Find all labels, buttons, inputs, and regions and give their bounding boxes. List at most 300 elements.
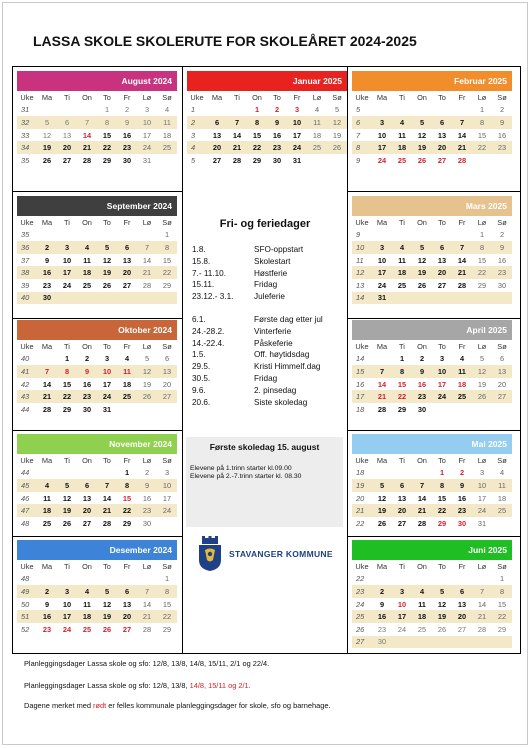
week-row (352, 479, 512, 492)
weekday-label: Lø (477, 92, 487, 102)
holiday-row (186, 338, 344, 350)
day-cell: 25 (42, 518, 52, 528)
day-cell: 26 (42, 155, 52, 165)
day-cell: 29 (437, 518, 447, 528)
week-row (17, 292, 177, 305)
day-cell: 16 (497, 130, 507, 140)
day-cell: 6 (164, 354, 170, 364)
day-cell: 20 (162, 379, 172, 389)
day-cell: 11 (123, 366, 131, 376)
holiday-date: 1.8. (192, 245, 206, 254)
day-cell: 25 (417, 624, 427, 634)
holiday-label: Skolestart (254, 256, 291, 266)
weekday-label: To (103, 92, 111, 102)
day-cell: 17 (377, 268, 387, 278)
weekday-label: Sø (162, 455, 172, 465)
weekday-label: On (82, 455, 92, 465)
day-cell: 15 (397, 379, 407, 389)
day-cell: 7 (379, 366, 385, 376)
week-row (352, 492, 512, 505)
day-cell: 12 (477, 366, 487, 376)
weekday-label: Sø (162, 92, 172, 102)
day-cell: 28 (417, 518, 427, 528)
day-cell: 6 (439, 117, 445, 127)
day-cell: 3 (379, 242, 385, 252)
weekday-header-row (17, 340, 177, 353)
weekday-label: Sø (332, 92, 342, 102)
day-cell: 5 (479, 354, 485, 364)
weekday-label: On (417, 92, 427, 102)
day-cell: 1 (399, 354, 405, 364)
day-cell: 1 (254, 105, 260, 115)
week-number: 12 (356, 268, 365, 278)
day-cell: 1 (124, 468, 130, 478)
day-cell: 3 (64, 586, 70, 596)
day-cell: 2 (379, 586, 385, 596)
day-cell: 3 (104, 354, 110, 364)
day-cell: 2 (44, 242, 50, 252)
day-cell: 27 (212, 155, 222, 165)
day-cell: 4 (164, 105, 170, 115)
day-cell: 13 (82, 493, 92, 503)
holiday-date: 14.-22.4. (192, 338, 225, 348)
weekday-header-row (17, 91, 177, 104)
week-number: 38 (21, 268, 30, 278)
day-cell: 2 (144, 468, 150, 478)
week-row (352, 353, 512, 366)
week-row (17, 585, 177, 598)
day-cell: 11 (313, 117, 321, 127)
week-row (352, 623, 512, 636)
month-header: April 2025 (352, 320, 512, 340)
holiday-date: 1.5. (192, 350, 206, 360)
week-number: 9 (356, 155, 361, 165)
day-cell: 14 (142, 599, 152, 609)
day-cell: 29 (162, 624, 172, 634)
holiday-label: Fridag (254, 280, 278, 290)
week-number: 24 (356, 599, 365, 609)
day-cell: 29 (102, 155, 112, 165)
day-cell: 10 (162, 480, 172, 490)
day-cell: 8 (64, 366, 70, 376)
day-cell: 31 (377, 293, 387, 303)
holiday-row (186, 279, 344, 291)
day-cell: 5 (379, 480, 385, 490)
day-cell: 13 (457, 599, 467, 609)
day-cell: 29 (122, 518, 132, 528)
day-cell: 9 (44, 599, 50, 609)
week-row (352, 610, 512, 623)
day-cell: 10 (477, 480, 487, 490)
week-number: 4 (191, 143, 196, 153)
day-cell: 19 (42, 143, 52, 153)
week-number: 52 (21, 624, 30, 634)
weekday-label: Sø (162, 217, 172, 227)
day-cell: 5 (44, 117, 50, 127)
day-cell: 15 (162, 599, 172, 609)
month-header: Desember 2024 (17, 540, 177, 560)
day-cell: 28 (142, 624, 152, 634)
weekday-header-row (187, 91, 347, 104)
day-cell: 27 (122, 280, 132, 290)
week-number: 43 (21, 392, 30, 402)
first-day-box (186, 437, 343, 527)
day-cell: 21 (417, 506, 427, 516)
day-cell: 2 (124, 105, 130, 115)
week-number: 18 (356, 404, 365, 414)
week-row (352, 266, 512, 279)
day-cell: 7 (104, 480, 110, 490)
day-cell: 5 (419, 117, 425, 127)
weekday-label: Ti (399, 92, 405, 102)
weekday-label: To (273, 92, 281, 102)
day-cell: 25 (397, 155, 407, 165)
first-day-line: Elevene på 2.-7.trinn starter kl. 08.30 (190, 473, 302, 480)
day-cell: 11 (83, 255, 91, 265)
holiday-row (186, 291, 344, 303)
weekday-label: Lø (142, 561, 152, 571)
day-cell: 13 (212, 130, 222, 140)
weekday-label: To (438, 561, 446, 571)
day-cell: 30 (377, 637, 387, 647)
day-cell: 14 (477, 599, 487, 609)
day-cell: 4 (84, 242, 90, 252)
day-cell: 24 (377, 280, 387, 290)
week-number: 6 (356, 117, 361, 127)
day-cell: 16 (497, 255, 507, 265)
week-row (352, 116, 512, 129)
holiday-date: 15.11. (192, 280, 215, 290)
week-number: 7 (356, 130, 361, 140)
day-cell: 10 (292, 117, 302, 127)
day-cell: 5 (144, 354, 150, 364)
day-cell: 30 (122, 155, 132, 165)
week-number: 13 (356, 280, 365, 290)
day-cell: 31 (477, 518, 487, 528)
day-cell: 14 (377, 379, 387, 389)
day-cell: 18 (397, 143, 407, 153)
day-cell: 15 (497, 599, 507, 609)
week-number: 2 (191, 117, 196, 127)
day-cell: 28 (82, 155, 92, 165)
day-cell: 21 (82, 143, 92, 153)
day-cell: 26 (102, 624, 112, 634)
day-cell: 7 (234, 117, 240, 127)
day-cell: 1 (164, 574, 170, 584)
week-row (17, 254, 177, 267)
weekday-label: Fr (123, 92, 131, 102)
week-number: 40 (21, 293, 30, 303)
day-cell: 25 (397, 280, 407, 290)
weekday-label: Ma (41, 455, 53, 465)
day-cell: 24 (102, 392, 112, 402)
day-cell: 7 (459, 242, 465, 252)
day-cell: 24 (437, 392, 447, 402)
day-cell: 17 (477, 493, 487, 503)
day-cell: 11 (163, 117, 171, 127)
logo-text: STAVANGER KOMMUNE (229, 549, 333, 559)
day-cell: 13 (122, 255, 132, 265)
day-cell: 2 (459, 468, 465, 478)
day-cell: 21 (457, 268, 467, 278)
holiday-row (186, 385, 344, 397)
day-cell: 1 (499, 574, 505, 584)
week-number: 45 (21, 480, 30, 490)
day-cell: 6 (124, 586, 130, 596)
day-cell: 6 (439, 242, 445, 252)
week-number: 5 (356, 105, 361, 115)
weekday-label: To (103, 217, 111, 227)
day-cell: 18 (162, 130, 172, 140)
week-number: 49 (21, 586, 30, 596)
day-cell: 7 (479, 586, 485, 596)
day-cell: 9 (459, 480, 465, 490)
first-day-line: Elevene på 1.trinn starter kl.09.00 (190, 465, 292, 472)
weekday-label: Uke (355, 561, 369, 571)
day-cell: 24 (162, 506, 172, 516)
day-cell: 28 (477, 624, 487, 634)
week-row (352, 141, 512, 154)
day-cell: 10 (437, 366, 447, 376)
day-cell: 22 (122, 506, 132, 516)
week-number: 26 (356, 624, 365, 634)
week-row (352, 104, 512, 117)
day-cell: 27 (397, 518, 407, 528)
weekday-label: On (82, 341, 92, 351)
week-number: 33 (21, 130, 30, 140)
day-cell: 18 (397, 268, 407, 278)
week-row (17, 365, 177, 378)
day-cell: 9 (124, 117, 130, 127)
day-cell: 12 (62, 493, 72, 503)
grid-divider (12, 536, 182, 537)
week-row (17, 129, 177, 142)
weekday-label: Lø (477, 561, 487, 571)
weekday-label: Ma (211, 92, 223, 102)
holiday-label: Off. høytidsdag (254, 350, 310, 360)
day-cell: 3 (399, 586, 405, 596)
week-row (17, 479, 177, 492)
day-cell: 11 (398, 130, 406, 140)
day-cell: 3 (379, 117, 385, 127)
week-number: 37 (21, 255, 30, 265)
day-cell: 24 (142, 143, 152, 153)
weekday-label: Ma (41, 217, 53, 227)
week-row (352, 241, 512, 254)
weekday-label: Fr (123, 217, 131, 227)
day-cell: 10 (377, 255, 387, 265)
holiday-label: Påskeferie (254, 338, 293, 348)
weekday-label: Ti (64, 455, 70, 465)
week-number: 48 (21, 574, 30, 584)
holiday-row (186, 244, 344, 256)
day-cell: 24 (477, 506, 487, 516)
weekday-label: Sø (497, 92, 507, 102)
week-row (17, 154, 177, 167)
holiday-row (186, 326, 344, 338)
weekday-label: Ma (376, 92, 388, 102)
day-cell: 23 (142, 506, 152, 516)
holiday-label: Kristi Himmelf.dag (254, 362, 321, 372)
day-cell: 28 (42, 404, 52, 414)
week-row (17, 141, 177, 154)
day-cell: 13 (62, 130, 72, 140)
grid-divider (347, 318, 521, 319)
holiday-row (186, 349, 344, 361)
day-cell: 22 (252, 143, 262, 153)
day-cell: 28 (457, 280, 467, 290)
week-number: 19 (356, 480, 365, 490)
holiday-label: Høstferie (254, 268, 288, 278)
day-cell: 1 (479, 230, 485, 240)
day-cell: 4 (44, 480, 50, 490)
week-row (352, 598, 512, 611)
week-row (17, 229, 177, 242)
grid-divider (12, 430, 182, 431)
day-cell: 25 (457, 392, 467, 402)
footer-line-3-red: rødt (93, 701, 107, 710)
weekday-label: To (438, 217, 446, 227)
month-block (352, 196, 512, 304)
weekday-label: Ti (64, 92, 70, 102)
week-number: 15 (356, 366, 365, 376)
day-cell: 12 (332, 117, 342, 127)
weekday-label: Sø (162, 341, 172, 351)
day-cell: 21 (42, 392, 52, 402)
week-number: 44 (21, 404, 30, 414)
day-cell: 25 (82, 280, 92, 290)
week-number: 36 (21, 242, 30, 252)
day-cell: 19 (477, 379, 487, 389)
day-cell: 23 (82, 392, 92, 402)
day-cell: 8 (254, 117, 260, 127)
day-cell: 22 (477, 143, 487, 153)
day-cell: 20 (62, 143, 72, 153)
week-number: 35 (21, 155, 30, 165)
day-cell: 30 (457, 518, 467, 528)
week-number: 22 (356, 574, 365, 584)
day-cell: 6 (84, 480, 90, 490)
weekday-label: Uke (355, 341, 369, 351)
weekday-label: Ti (399, 217, 405, 227)
day-cell: 27 (457, 624, 467, 634)
holiday-label: Vinterferie (254, 326, 292, 336)
holiday-row (186, 373, 344, 385)
day-cell: 21 (377, 392, 387, 402)
day-cell: 5 (104, 242, 110, 252)
week-number: 40 (21, 354, 30, 364)
month-header: Februar 2025 (352, 71, 512, 91)
day-cell: 4 (84, 586, 90, 596)
grid-divider (347, 66, 348, 654)
week-row (352, 504, 512, 517)
week-number: 21 (356, 506, 365, 516)
day-cell: 17 (377, 143, 387, 153)
weekday-header-row (17, 216, 177, 229)
day-cell: 11 (43, 493, 51, 503)
day-cell: 19 (417, 143, 427, 153)
day-cell: 18 (312, 130, 322, 140)
weekday-label: Fr (123, 561, 131, 571)
weekday-label: On (417, 561, 427, 571)
week-number: 51 (21, 612, 30, 622)
day-cell: 16 (42, 268, 52, 278)
week-row (17, 353, 177, 366)
day-cell: 26 (62, 518, 72, 528)
weekday-label: Sø (497, 341, 507, 351)
footer-line-2 (24, 681, 251, 690)
day-cell: 15 (162, 255, 172, 265)
day-cell: 26 (102, 280, 112, 290)
week-number: 46 (21, 493, 30, 503)
week-number: 48 (21, 518, 30, 528)
week-number: 50 (21, 599, 30, 609)
weekday-label: Uke (20, 455, 34, 465)
day-cell: 8 (164, 586, 170, 596)
weekday-label: Lø (477, 217, 487, 227)
day-cell: 27 (82, 518, 92, 528)
month-block (352, 434, 512, 530)
week-number: 1 (191, 105, 196, 115)
day-cell: 25 (122, 392, 132, 402)
day-cell: 8 (439, 480, 445, 490)
weekday-label: Ma (376, 455, 388, 465)
day-cell: 12 (417, 255, 427, 265)
week-number: 42 (21, 379, 30, 389)
day-cell: 27 (437, 280, 447, 290)
day-cell: 1 (439, 468, 445, 478)
day-cell: 20 (437, 268, 447, 278)
week-row (187, 129, 347, 142)
day-cell: 4 (399, 117, 405, 127)
month-block (17, 71, 177, 167)
day-cell: 14 (142, 255, 152, 265)
day-cell: 21 (102, 506, 112, 516)
day-cell: 30 (417, 404, 427, 414)
day-cell: 14 (457, 130, 467, 140)
weekday-label: On (82, 217, 92, 227)
week-row (17, 390, 177, 403)
weekday-label: Ti (399, 455, 405, 465)
day-cell: 25 (162, 143, 172, 153)
holiday-row (186, 361, 344, 373)
day-cell: 22 (437, 506, 447, 516)
week-row (187, 104, 347, 117)
day-cell: 15 (122, 493, 132, 503)
week-number: 16 (356, 379, 365, 389)
day-cell: 24 (377, 155, 387, 165)
day-cell: 11 (458, 366, 466, 376)
day-cell: 20 (82, 506, 92, 516)
month-block (352, 540, 512, 648)
day-cell: 3 (439, 354, 445, 364)
day-cell: 11 (83, 599, 91, 609)
holiday-label: Fridag (254, 373, 278, 383)
weekday-label: Fr (458, 455, 466, 465)
day-cell: 7 (44, 366, 50, 376)
day-cell: 25 (82, 624, 92, 634)
week-row (352, 154, 512, 167)
weekday-label: Uke (190, 92, 204, 102)
holiday-date: 29.5. (192, 362, 211, 372)
weekday-label: Uke (20, 561, 34, 571)
weekday-label: To (103, 561, 111, 571)
month-block (352, 320, 512, 416)
day-cell: 21 (477, 612, 487, 622)
day-cell: 30 (82, 404, 92, 414)
weekday-header-row (352, 91, 512, 104)
weekday-label: Uke (355, 92, 369, 102)
